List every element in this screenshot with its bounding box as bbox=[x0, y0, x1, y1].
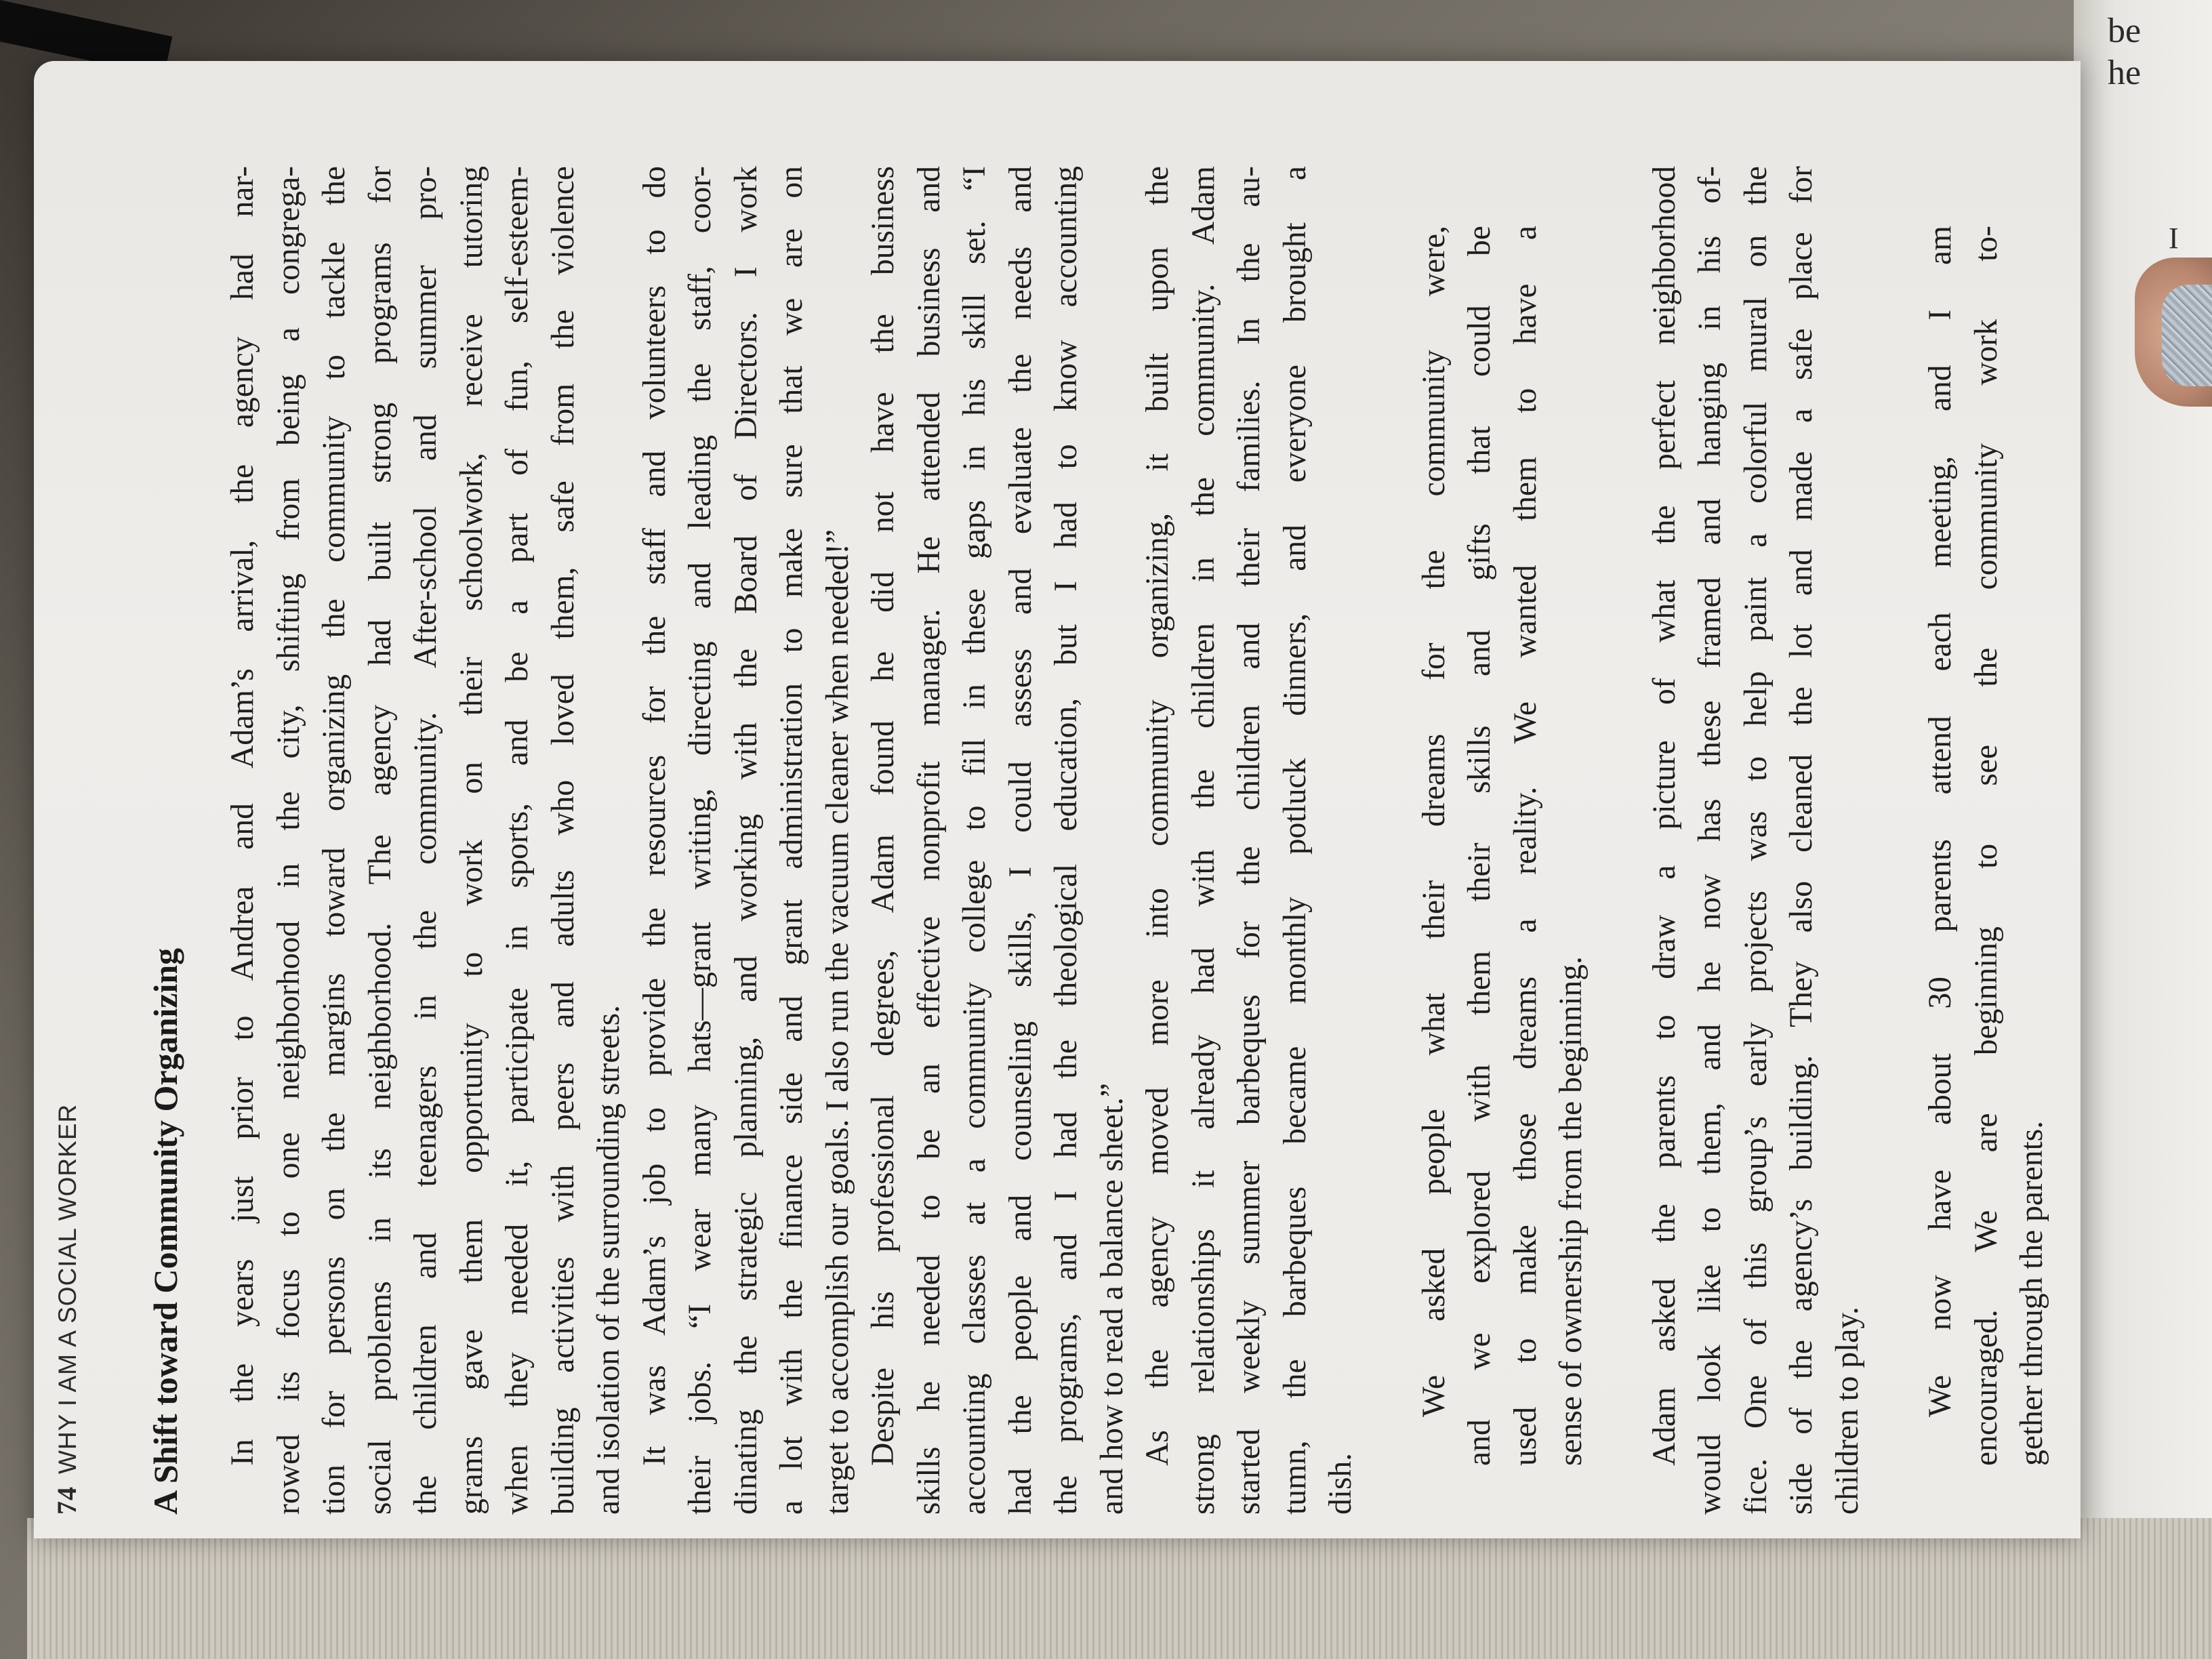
text-line: fice. One of this group’s early projects was to help paint a colorful mural on the bbox=[1738, 166, 1774, 1515]
block-quote bbox=[1918, 178, 2055, 1515]
text-line: building activities with peers and adults who loved them, safe from the violence bbox=[545, 166, 581, 1515]
text-line: started weekly summer barbeques for the children and their families. In the au- bbox=[1231, 166, 1267, 1515]
text-line: strong relationships it already had with the children in the community. Adam bbox=[1185, 166, 1221, 1515]
text-line: used to make those dreams a reality. We wanted them to have a bbox=[1507, 226, 1543, 1466]
text-line: In the years just prior to Andrea and Adam’s arrival, the agency had nar- bbox=[225, 166, 260, 1466]
text-line: social problems in its neighborhood. The agency had built strong programs for bbox=[362, 166, 398, 1515]
text-line: encouraged. We are beginning to see the community work to- bbox=[1968, 226, 2004, 1466]
paragraph bbox=[861, 166, 1135, 1515]
text-line: children to play. bbox=[1829, 1307, 1865, 1515]
text-line: dish. bbox=[1323, 1452, 1358, 1515]
text-line: the children and teenagers in the community. After-school and summer pro- bbox=[408, 166, 443, 1515]
text-line: tumn, the barbeques became monthly potluck dinners, and everyone brought a bbox=[1277, 166, 1313, 1515]
text-line: target to accomplish our goals. I also run the vacuum cleaner when needed!” bbox=[819, 529, 855, 1515]
text-line: It was Adam’s job to provide the resources for the staff and volunteers to do bbox=[636, 166, 672, 1466]
page-edges bbox=[27, 1518, 2212, 1659]
text-line: We now have about 30 parents attend each meeting, and I am bbox=[1923, 226, 1958, 1417]
paragraph bbox=[220, 166, 632, 1515]
facing-page-fragment: be bbox=[2108, 12, 2142, 50]
page-content bbox=[51, 166, 2057, 1515]
text-line: a lot with the finance side and grant administration to make sure that we are on bbox=[774, 166, 809, 1515]
text-line: rowed its focus to one neighborhood in the city, shifting from being a congrega- bbox=[270, 166, 306, 1515]
spacer bbox=[1870, 166, 1918, 1515]
facing-page-fragment: I bbox=[2169, 222, 2179, 255]
block-quote bbox=[1412, 178, 1595, 1515]
text-line: tion for persons on the margins toward organizing the community to tackle the bbox=[316, 166, 352, 1515]
spacer bbox=[1595, 166, 1642, 1515]
section-heading: A Shift toward Community Organizing bbox=[146, 947, 184, 1515]
text-line: and isolation of the surrounding streets. bbox=[591, 1005, 626, 1515]
text-line: side of the agency’s building. They also cleaned the lot and made a safe place for bbox=[1784, 166, 1819, 1515]
text-line: dinating the strategic planning, and working with the Board of Directors. I work bbox=[728, 166, 764, 1515]
text-line: skills he needed to be an effective nonprofit manager. He attended business and bbox=[911, 166, 947, 1515]
text-line: grams gave them opportunity to work on their schoolwork, receive tutoring bbox=[453, 166, 489, 1515]
text-line: Adam asked the parents to draw a picture of what the perfect neighborhood bbox=[1646, 166, 1682, 1466]
text-line: We asked people what their dreams for the community were, bbox=[1416, 226, 1452, 1417]
text-line: would look like to them, and he now has these framed and hanging in his of- bbox=[1692, 166, 1727, 1515]
facing-page bbox=[2074, 0, 2212, 1659]
running-head-title: WHY I AM A SOCIAL WORKER bbox=[54, 1103, 81, 1474]
text-line: gether through the parents. bbox=[2014, 1120, 2049, 1466]
body-text bbox=[220, 166, 2055, 1515]
paragraph bbox=[1135, 166, 1364, 1515]
text-line: when they needed it, participate in sports, and be a part of fun, self-esteem- bbox=[499, 166, 535, 1515]
spacer bbox=[1364, 166, 1412, 1515]
text-line: had the people and counseling skills, I could assess and evaluate the needs and bbox=[1002, 166, 1038, 1515]
text-line: and we explored with them their skills and gifts that could be bbox=[1462, 226, 1497, 1466]
painted-nail bbox=[2162, 285, 2212, 386]
page-number: 74 bbox=[52, 1486, 82, 1515]
text-line: the programs, and I had the theological education, but I had to know accounting bbox=[1048, 166, 1084, 1515]
text-line: their jobs. “I wear many hats—grant writing, directing and leading the staff, coor- bbox=[682, 166, 718, 1515]
running-head bbox=[51, 1104, 83, 1515]
facing-page-fragment: he bbox=[2108, 54, 2142, 92]
text-line: accounting classes at a community college to fill in these gaps in his skill set. “I bbox=[957, 166, 992, 1515]
text-line: sense of ownership from the beginning. bbox=[1553, 956, 1589, 1466]
text-line: and how to read a balance sheet.” bbox=[1094, 1083, 1130, 1515]
text-line: Despite his professional degrees, Adam found he did not have the business bbox=[865, 166, 901, 1466]
paragraph bbox=[1642, 166, 1871, 1515]
paragraph bbox=[632, 166, 861, 1515]
text-line: As the agency moved more into community organizing, it built upon the bbox=[1140, 166, 1175, 1466]
